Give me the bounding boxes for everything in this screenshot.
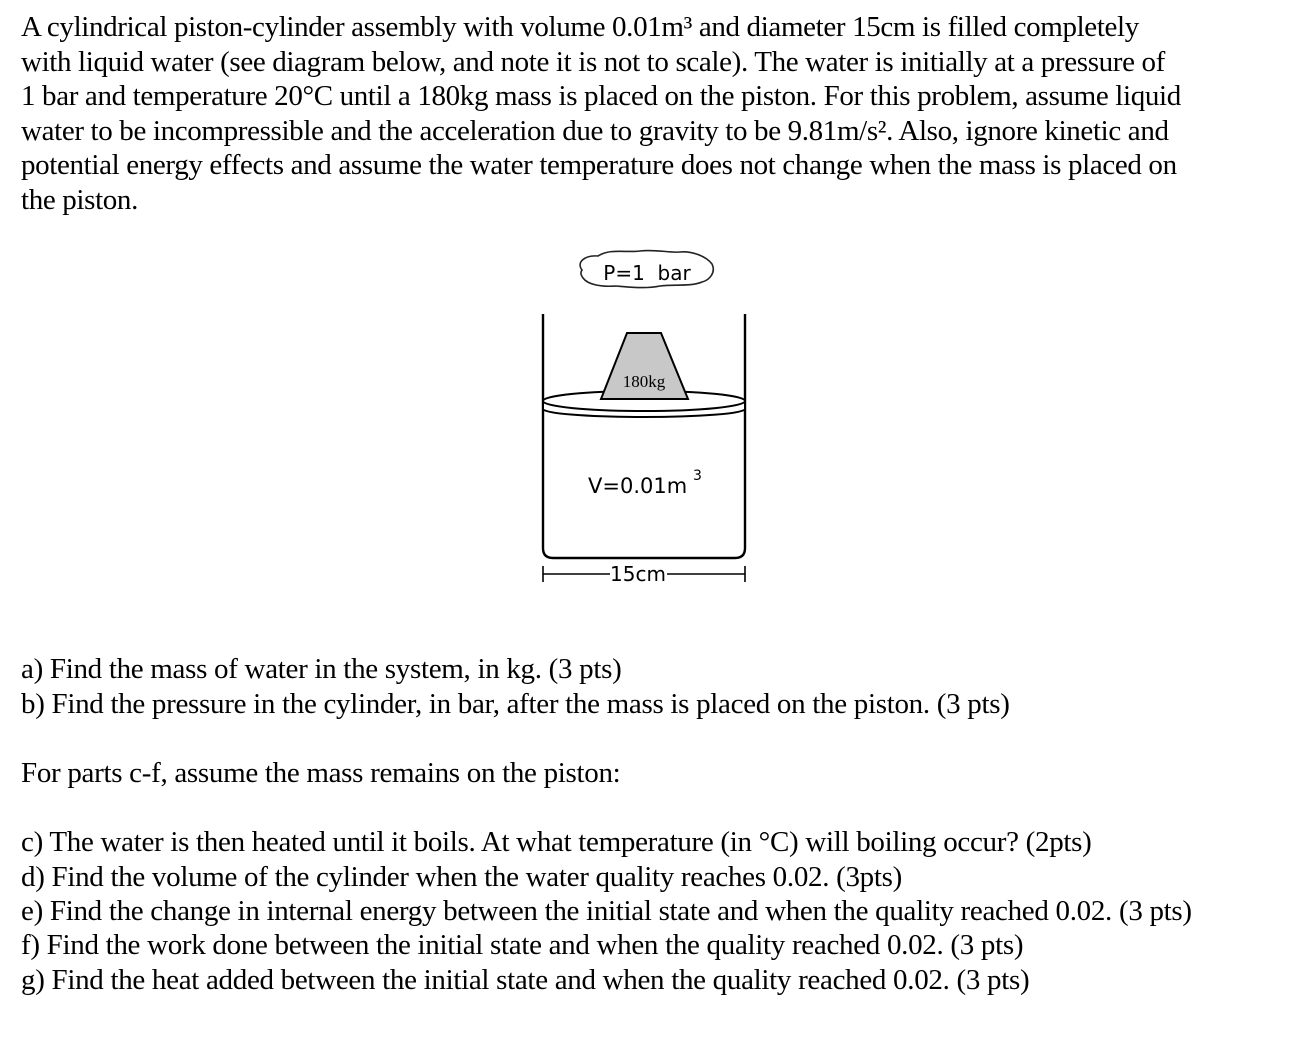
question-f: f) Find the work done between the initial state and when the quality reached 0.02. (3 pts) <box>21 929 1024 961</box>
mass-label: 180kg <box>622 372 666 391</box>
parts-note: For parts c-f, assume the mass remains on the piston: <box>21 757 621 789</box>
question-d: d) Find the volume of the cylinder when the water quality reaches 0.02. (3pts) <box>21 861 902 893</box>
question-e: e) Find the change in internal energy between the initial state and when the quality reached 0.02. (3 pts) <box>21 895 1192 927</box>
problem-line-6: the piston. <box>21 183 138 216</box>
piston-cylinder-diagram <box>530 240 760 590</box>
question-c: c) The water is then heated until it boils. At what temperature (in °C) will boiling occur? (2pts) <box>21 826 1092 858</box>
problem-line-5: potential energy effects and assume the water temperature does not change when the mass is placed on <box>21 149 1177 182</box>
question-a: a) Find the mass of water in the system, in kg. (3 pts) <box>21 653 622 685</box>
volume-label: V=0.01m <box>588 474 688 498</box>
problem-line-3: 1 bar and temperature 20°C until a 180kg mass is placed on the piston. For this problem, assume liquid <box>21 80 1181 113</box>
question-g: g) Find the heat added between the initial state and when the quality reached 0.02. (3 pts) <box>21 964 1030 996</box>
pressure-label: P=1 bar <box>603 261 691 285</box>
problem-line-2: with liquid water (see diagram below, and note it is not to scale). The water is initially at a pressure of <box>21 45 1165 78</box>
problem-line-4: water to be incompressible and the acceleration due to gravity to be 9.81m/s². Also, ignore kinetic and <box>21 114 1169 147</box>
diagram-svg <box>530 240 760 590</box>
volume-exponent: 3 <box>693 468 702 484</box>
problem-statement <box>21 10 1291 218</box>
problem-line-1: A cylindrical piston-cylinder assembly with volume 0.01m³ and diameter 15cm is filled completely <box>21 11 1139 43</box>
diameter-label: 15cm <box>610 562 666 586</box>
question-b: b) Find the pressure in the cylinder, in bar, after the mass is placed on the piston. (3 pts) <box>21 688 1010 720</box>
